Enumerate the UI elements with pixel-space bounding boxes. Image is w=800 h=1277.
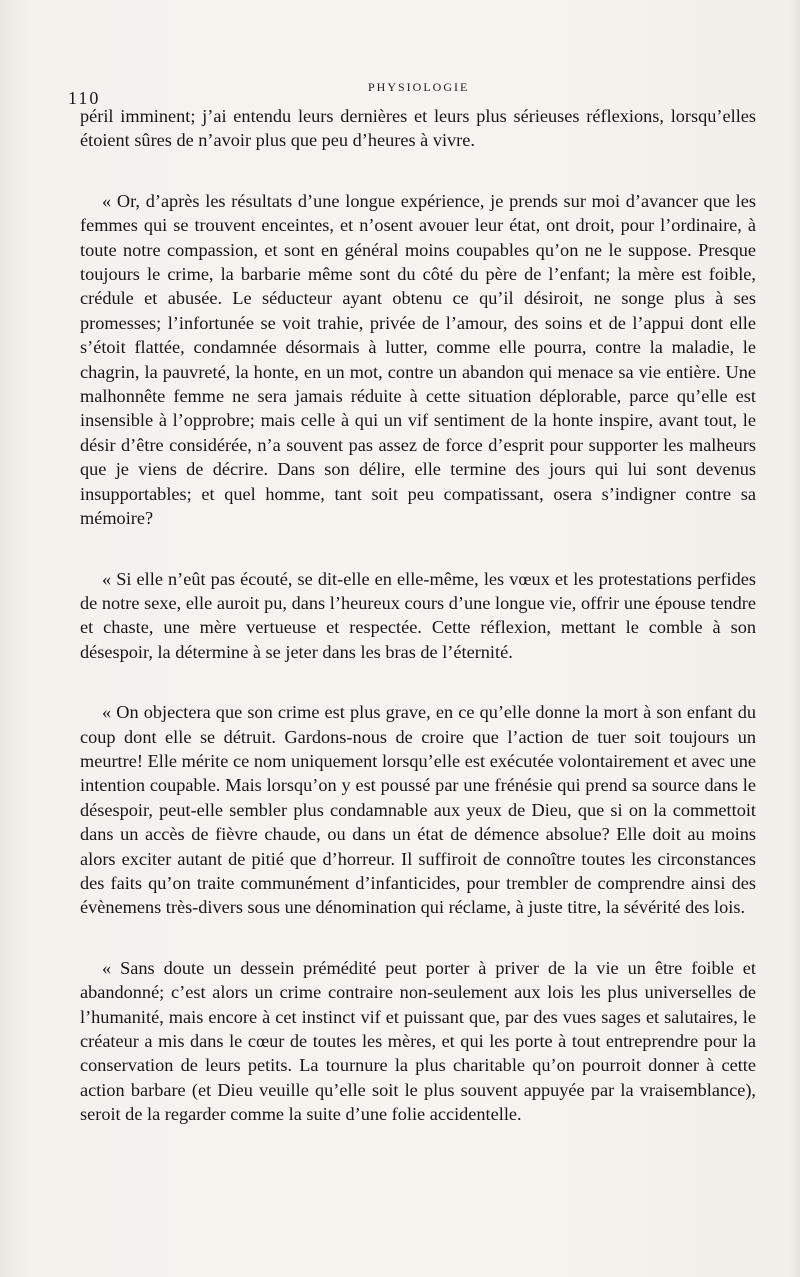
- running-head: PHYSIOLOGIE: [368, 80, 470, 94]
- body-text: [80, 104, 756, 1127]
- paragraph-continuation: péril imminent; j’ai entendu leurs dernières et leurs plus sérieuses réflexions, lorsqu’elles étoient sûres de n’avoir plus que peu d’heures à vivre.: [80, 106, 756, 151]
- page-number: 110: [68, 88, 101, 108]
- paragraph-quote-1: « Or, d’après les résultats d’une longue expérience, je prends sur moi d’avancer que les femmes qui se trouvent enceintes, et n’osent avouer leur état, ont droit, pour l’ordinaire, à toute notre compassion, et sont en général moins coupables qu’on ne le suppose. Presque toujours le crime, la barbarie même sont du côté du père de l’enfant; la mère est foible, crédule et abusée. Le séducteur ayant obtenu ce qu’il désiroit, ne songe plus à ses promesses; l’infortunée se voit trahie, privée de l’amour, des soins et de l’appui dont elle s’étoit flattée, condamnée désormais à lutter, comme elle pourra, contre la maladie, le chagrin, la pauvreté, la honte, en un mot, contre un abandon qui menace sa vie entière. Une malhonnête femme ne sera jamais réduite à cette situation déplorable, parce qu’elle est insensible à l’opprobre; mais celle à qui un vif sentiment de la honte inspire, avant tout, le désir d’être considérée, n’a souvent pas assez de force d’esprit pour supporter les malheurs que je viens de décrire. Dans son délire, elle termine des jours qui lui sont devenus insupportables; et quel homme, tant soit peu compatissant, osera s’indigner contre sa mémoire?: [80, 190, 756, 529]
- page-header: [68, 80, 768, 108]
- paragraph-quote-4: « Sans doute un dessein prémédité peut porter à priver de la vie un être foible et abandonné; c’est alors un crime contraire non-seulement aux lois les plus universelles de l’humanité, mais encore à cet instinct vif et puissant que, par des vues sages et salutaires, le créateur a mis dans le cœur de toutes les mères, et qui les porte à tout entreprendre pour la conservation de leurs petits. La tournure la plus charitable qu’on pourroit donner à cette action barbare (et Dieu veuille qu’elle soit le plus souvent appuyée par la vraisemblance), seroit de la regarder comme la suite d’une folie accidentelle.: [80, 957, 756, 1125]
- paragraph-quote-2: « Si elle n’eût pas écouté, se dit-elle en elle-même, les vœux et les protestations perfides de notre sexe, elle auroit pu, dans l’heureux cours d’une longue vie, offrir une épouse tendre et chaste, une mère vertueuse et respectée. Cette réflexion, mettant le comble à son désespoir, la détermine à se jeter dans les bras de l’éternité.: [80, 568, 756, 662]
- page-edge-shadow: [790, 0, 800, 1277]
- paragraph-quote-3: « On objectera que son crime est plus grave, en ce qu’elle donne la mort à son enfant du coup dont elle se détruit. Gardons-nous de croire que l’action de tuer soit toujours un meurtre! Elle mérite ce nom uniquement lorsqu’elle est exécutée volontairement et avec une intention coupable. Mais lorsqu’on y est poussé par une frénésie qui prend sa source dans le désespoir, peut-elle sembler plus condamnable aux yeux de Dieu, que si on la commettoit dans un accès de fièvre chaude, ou dans un état de démence absolue? Elle doit au moins alors exciter autant de pitié que d’horreur. Il suffiroit de connoître toutes les circonstances des faits qu’on traite communément d’infanticides, pour trembler de comprendre ainsi des évènemens très-divers sous une dénomination qui réclame, à juste titre, la sévérité des lois.: [80, 702, 756, 918]
